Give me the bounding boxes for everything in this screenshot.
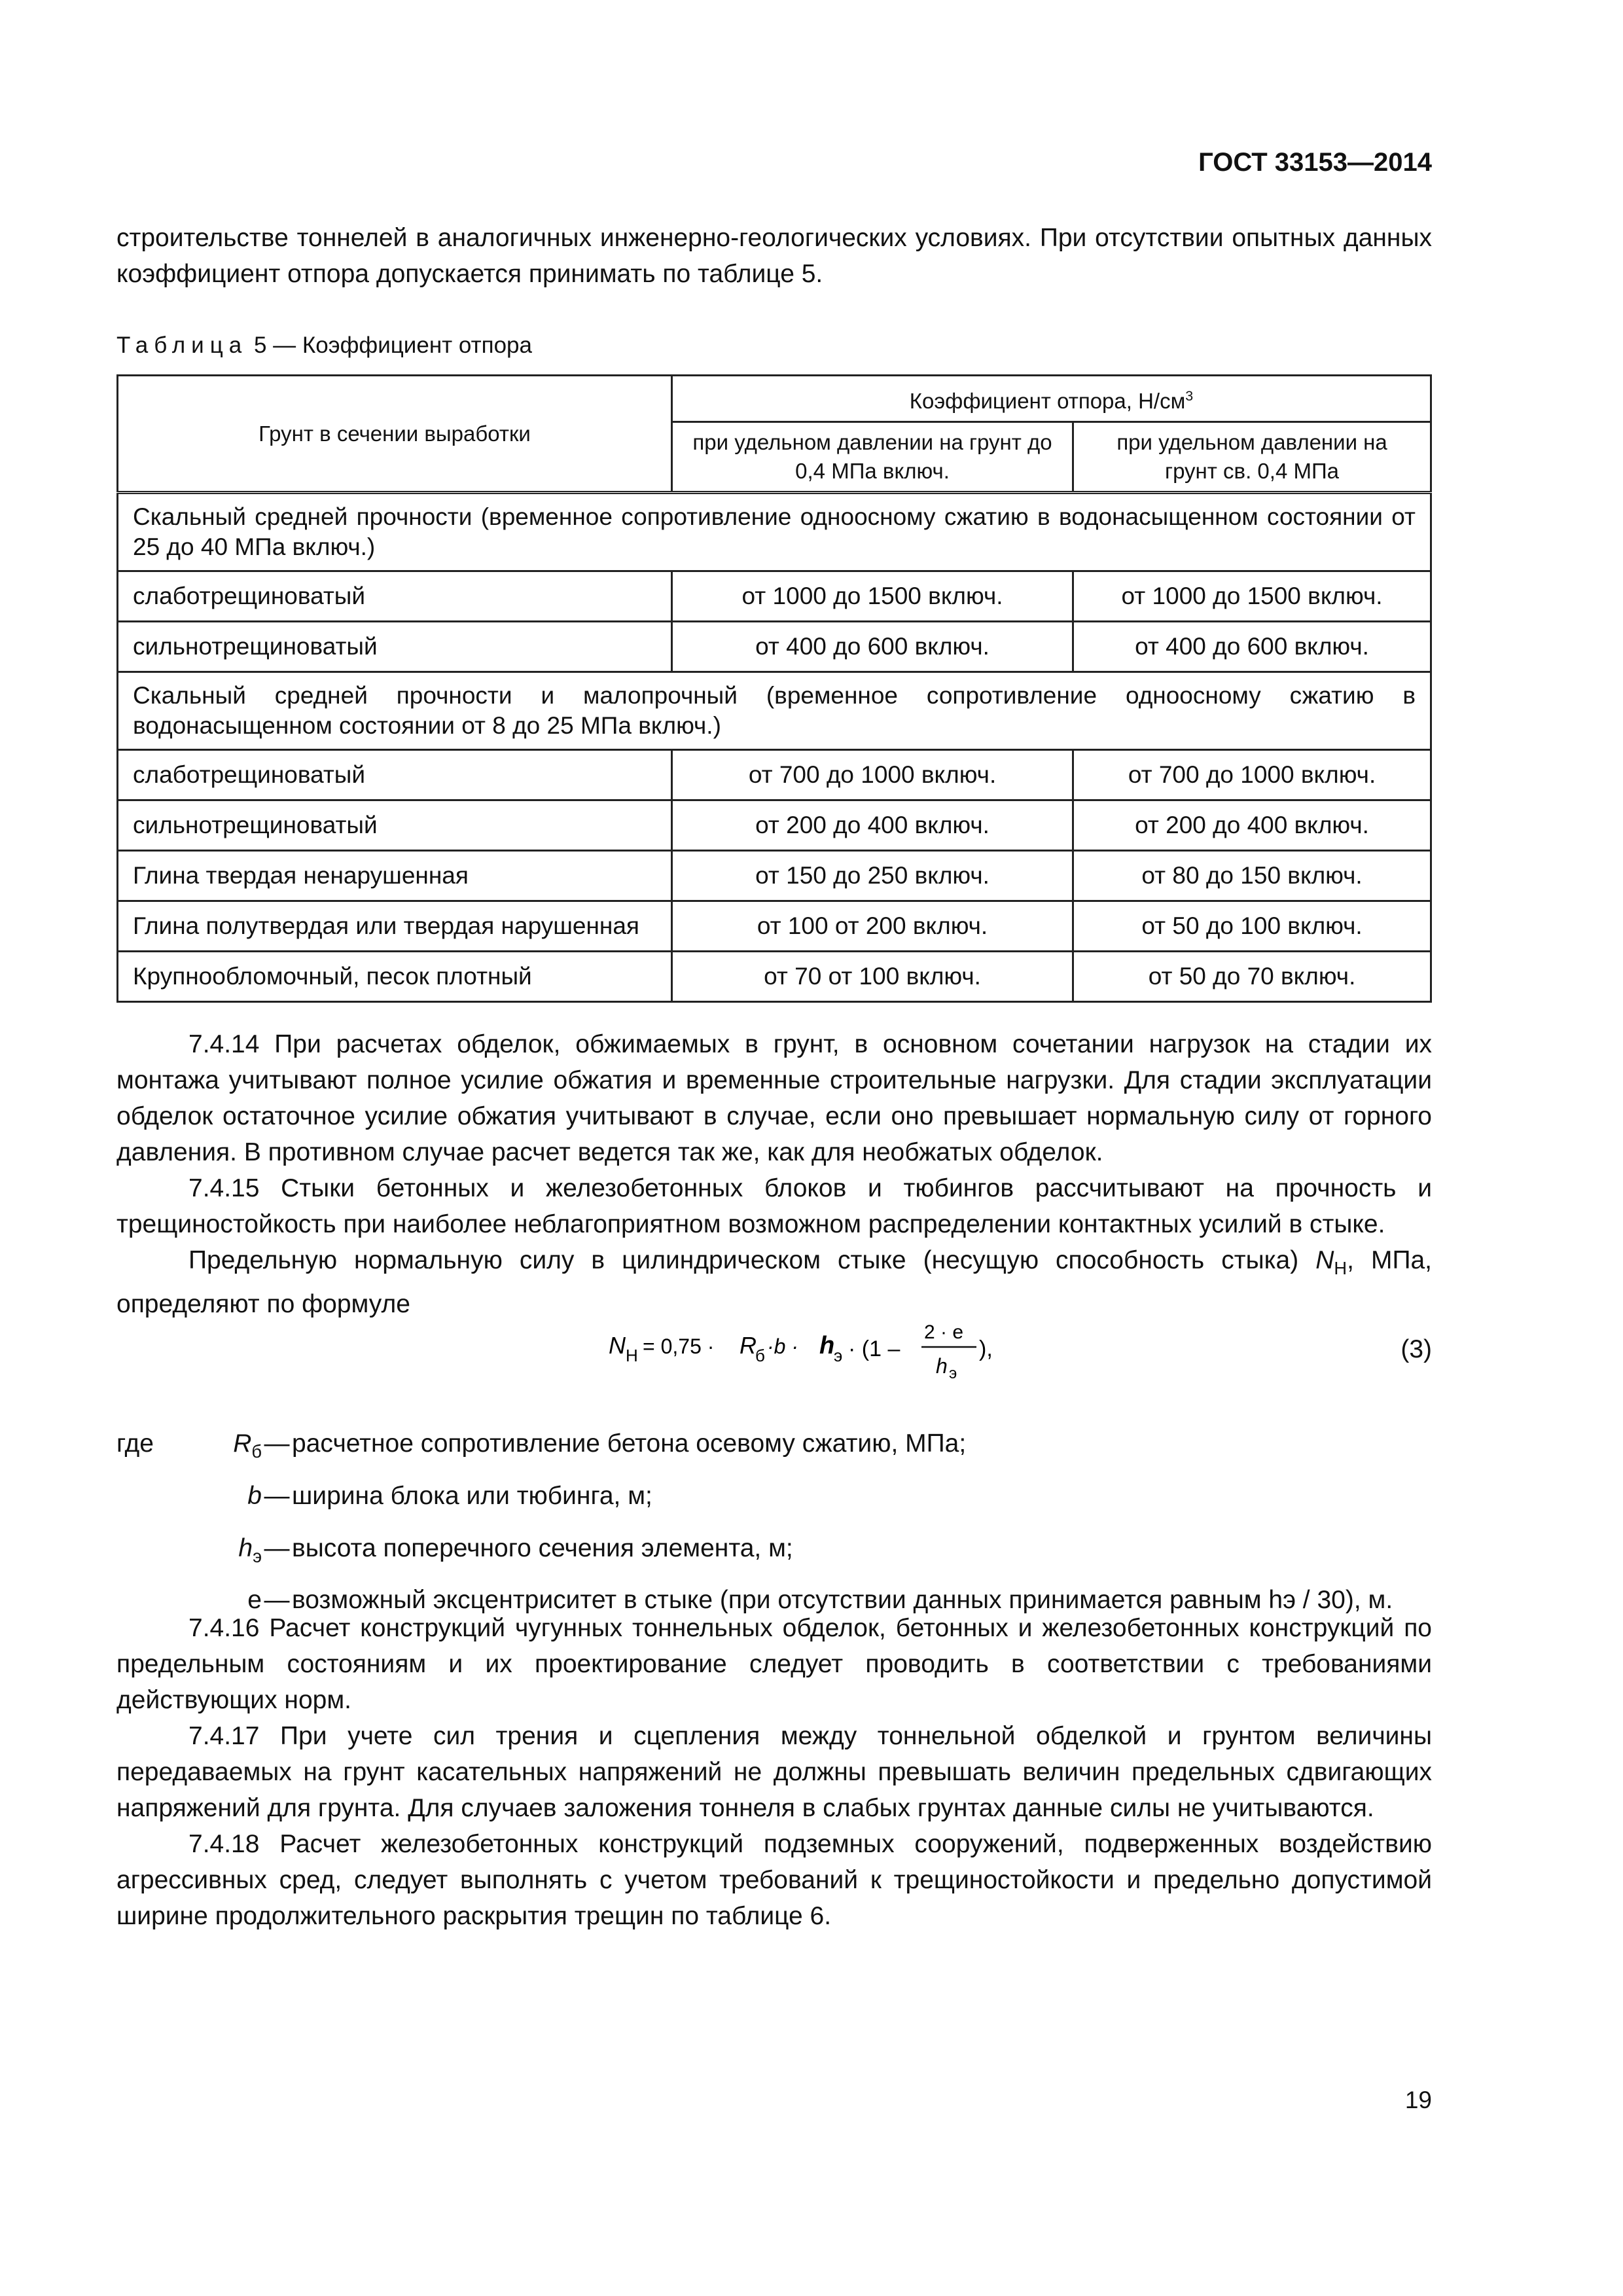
where-symbol — [182, 1474, 262, 1526]
value2-cell: от 1000 до 1500 включ. — [1073, 571, 1431, 622]
value1-cell: от 200 до 400 включ. — [672, 800, 1073, 851]
value2-cell: от 50 до 100 включ. — [1073, 901, 1431, 952]
table-row — [118, 571, 1431, 622]
sym-sub: б — [251, 1441, 262, 1462]
value1-cell: от 150 до 250 включ. — [672, 851, 1073, 901]
caption-title: — Коэффициент отпора — [273, 332, 532, 358]
table-row — [118, 851, 1431, 901]
head-coef-exp: 3 — [1185, 388, 1194, 404]
page-number: 19 — [1404, 2087, 1432, 2113]
group-row-2: Скальный средней прочности и малопрочный (временное сопротивление одноосному сжатию в водонасыщенном состоянии от 8 до 25 МПа включ.) — [118, 672, 1431, 750]
where-spacer — [116, 1474, 182, 1526]
paragraph-7-4-14: 7.4.14 При расчетах обделок, обжимаемых в грунт, в основном сочетании нагрузок на стадии их монтажа учитывают полное усилие обжатия и временные строительные нагрузки. Для стадии эксплуатации обделок остаточное усилие обжатия учитывают в случае, если оно превышает нормальную силу от горного давления. В противном случае расчет ведется так же, как для необжатых обделок. — [116, 1030, 1432, 1166]
document-code: ГОСТ 33153—2014 — [1198, 148, 1432, 177]
where-row — [116, 1422, 1445, 1474]
where-dash: — — [264, 1429, 290, 1458]
p-b-symbol: N — [1315, 1246, 1334, 1274]
where-label: где — [116, 1429, 154, 1458]
head-coef — [672, 376, 1431, 422]
where-dash: — — [264, 1481, 290, 1510]
value1-cell: от 1000 до 1500 включ. — [672, 571, 1073, 622]
caption-number: 5 — [253, 332, 267, 358]
f-r-sub: б — [755, 1346, 765, 1365]
ground-cell: сильнотрещиноватый — [118, 622, 672, 672]
table-row — [118, 800, 1431, 851]
where-list — [116, 1422, 1445, 1630]
value1-cell: от 100 от 200 включ. — [672, 901, 1073, 952]
sym-letter: h — [238, 1534, 253, 1562]
value2-cell: от 80 до 150 включ. — [1073, 851, 1431, 901]
ground-cell: Глина полутвердая или твердая нарушенная — [118, 901, 672, 952]
f-eq: = 0,75 · — [643, 1335, 715, 1358]
value1-cell: от 70 от 100 включ. — [672, 952, 1073, 1002]
value2-cell: от 200 до 400 включ. — [1073, 800, 1431, 851]
p-b-sub: Н — [1334, 1257, 1347, 1278]
f-paren-close: ), — [979, 1336, 993, 1361]
formula-svg — [609, 1309, 1001, 1381]
p-b-start: Предельную нормальную силу в цилиндрическом стыке (несущую способность стыка) — [188, 1246, 1299, 1274]
value2-cell: от 400 до 600 включ. — [1073, 622, 1431, 672]
f-r: R — [740, 1332, 757, 1359]
where-dash: — — [264, 1534, 290, 1562]
where-row — [116, 1526, 1445, 1579]
table-5 — [116, 374, 1432, 1003]
sym-sub: э — [253, 1545, 262, 1566]
sym-letter: R — [233, 1429, 252, 1458]
head-col2: при удельном давлении на грунт св. 0,4 МПа — [1073, 422, 1431, 493]
sym-letter: b — [247, 1481, 262, 1510]
f-paren-open: · (1 – — [848, 1336, 901, 1361]
paragraph-7-4-18: 7.4.18 Расчет железобетонных конструкций подземных сооружений, подверженных воздействию агрессивных сред, следует выполнять с учетом требований к трещиностойкости и предельно допустимой ширине продолжительного раскрытия трещин по таблице 6. — [116, 1830, 1432, 1930]
where-spacer — [116, 1526, 182, 1579]
p-b-end: , МПа, определяют по формуле — [116, 1246, 1432, 1318]
f-h: h — [819, 1332, 835, 1359]
table-row — [118, 952, 1431, 1002]
caption-word: Таблица — [116, 332, 248, 358]
paragraph-7-4-17: 7.4.17 При учете сил трения и сцепления между тоннельной обделкой и грунтом величины передаваемых на грунт касательных напряжений не должны превышать величин предельных сдвигающих напряжений для грунта. Для случаев заложения тоннеля в слабых грунтах данные силы не учитываются. — [116, 1722, 1432, 1822]
table-row — [118, 901, 1431, 952]
section-7-4-16-18 — [116, 1610, 1432, 1934]
table-caption — [116, 332, 532, 359]
f-h-sub: э — [834, 1346, 843, 1365]
ground-cell: сильнотрещиноватый — [118, 800, 672, 851]
intro-paragraph — [116, 220, 1432, 292]
ground-cell: слаботрещиноватый — [118, 750, 672, 800]
ground-cell: Крупнообломочный, песок плотный — [118, 952, 672, 1002]
head-coef-text: Коэффициент отпора, Н/см — [909, 389, 1186, 413]
sym-letter: e — [247, 1586, 262, 1615]
where-row — [116, 1474, 1445, 1526]
where-symbol — [182, 1422, 262, 1474]
where-text: расчетное сопротивление бетона осевому сжатию, МПа; — [292, 1429, 967, 1458]
ground-cell: Глина твердая ненарушенная — [118, 851, 672, 901]
f-b: ·b · — [767, 1335, 798, 1358]
section-7-4-14-15 — [116, 1026, 1432, 1322]
intro-text: строительстве тоннелей в аналогичных инженерно-геологических условиях. При отсутствии опытных данных коэффициент отпора допускается принимать по таблице 5. — [116, 224, 1432, 288]
head-col1: при удельном давлении на грунт до 0,4 МПа включ. — [672, 422, 1073, 493]
where-text: ширина блока или тюбинга, м; — [292, 1481, 652, 1510]
where-text: высота поперечного сечения элемента, м; — [292, 1534, 793, 1562]
f-den: h — [936, 1354, 948, 1378]
value2-cell: от 700 до 1000 включ. — [1073, 750, 1431, 800]
f-lhs: N — [609, 1332, 626, 1359]
formula-number: (3) — [1400, 1335, 1432, 1363]
value1-cell: от 700 до 1000 включ. — [672, 750, 1073, 800]
paragraph-7-4-15: 7.4.15 Стыки бетонных и железобетонных блоков и тюбингов рассчитывают на прочность и трещиностойкость при наиболее неблагоприятном возможном распределении контактных усилий в стыке. — [116, 1174, 1432, 1238]
table-row — [118, 750, 1431, 800]
f-num: 2 · e — [924, 1321, 964, 1343]
table-row — [118, 622, 1431, 672]
value2-cell: от 50 до 70 включ. — [1073, 952, 1431, 1002]
f-lhs-sub: Н — [626, 1346, 638, 1365]
where-text: возможный эксцентриситет в стыке (при отсутствии данных принимается равным hэ / 30), м. — [292, 1586, 1393, 1615]
f-den-sub: э — [949, 1365, 957, 1381]
formula-3 — [609, 1309, 1001, 1387]
head-ground: Грунт в сечении выработки — [118, 376, 672, 493]
value1-cell: от 400 до 600 включ. — [672, 622, 1073, 672]
paragraph-7-4-16: 7.4.16 Расчет конструкций чугунных тоннельных обделок, бетонных и железобетонных конструкций по предельным состояниям и их проектирование следует проводить в соответствии с требованиями действующих норм. — [116, 1614, 1432, 1714]
ground-cell: слаботрещиноватый — [118, 571, 672, 622]
group-row-1: Скальный средней прочности (временное сопротивление одноосному сжатию в водонасыщенном состоянии от 25 до 40 МПа включ.) — [118, 493, 1431, 571]
where-symbol — [182, 1526, 262, 1579]
where-dash: — — [264, 1586, 290, 1615]
